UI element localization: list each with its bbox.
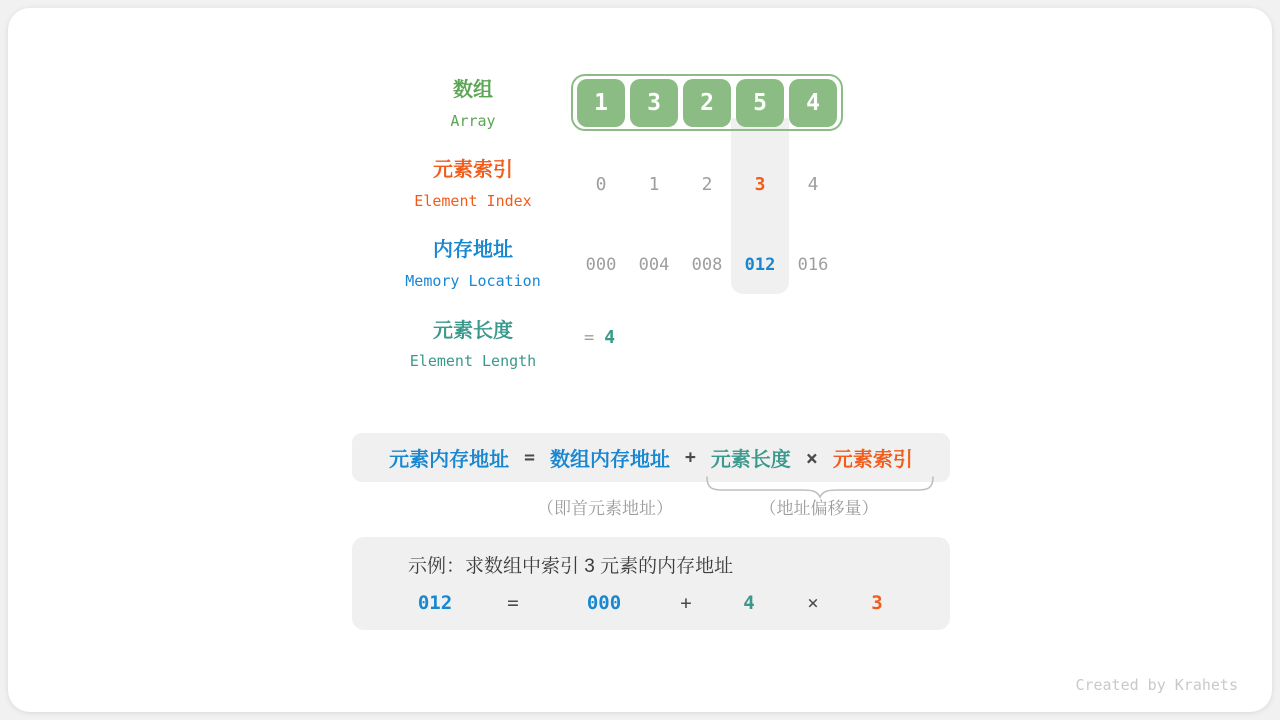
example-title: 示例：求数组中索引 3 元素的内存地址 bbox=[408, 556, 734, 577]
array-container bbox=[571, 74, 843, 131]
equals-sign: = bbox=[584, 328, 595, 348]
memory-location-label-zh: 内存地址 bbox=[433, 239, 513, 261]
formula-element-memory-addr: 元素内存地址 bbox=[389, 449, 510, 471]
formula-times: × bbox=[805, 445, 818, 470]
memory-value: 008 bbox=[691, 255, 723, 275]
memory-value-highlighted: 012 bbox=[744, 255, 776, 275]
array-cell: 1 bbox=[577, 79, 625, 127]
example-times: × bbox=[807, 592, 819, 614]
formula-array-memory-addr: 数组内存地址 bbox=[549, 449, 670, 471]
example-length: 4 bbox=[743, 592, 755, 614]
example-equals: = bbox=[507, 592, 519, 614]
element-index-label-zh: 元素索引 bbox=[433, 159, 513, 181]
array-label-zh: 数组 bbox=[453, 79, 493, 101]
note-first-element-address: （即首元素地址） bbox=[537, 499, 673, 518]
example-plus: + bbox=[680, 592, 692, 614]
example-box bbox=[352, 537, 950, 630]
index-value: 1 bbox=[648, 174, 660, 195]
index-value-highlighted: 3 bbox=[754, 174, 766, 195]
index-value: 0 bbox=[595, 174, 607, 195]
example-result: 012 bbox=[417, 592, 453, 614]
index-value: 2 bbox=[701, 174, 713, 195]
element-length-label-en: Element Length bbox=[409, 352, 537, 370]
length-number: 4 bbox=[604, 327, 616, 348]
memory-value: 000 bbox=[585, 255, 617, 275]
index-value: 4 bbox=[807, 174, 819, 195]
element-length-value bbox=[584, 327, 615, 348]
formula-element-index: 元素索引 bbox=[832, 449, 913, 471]
example-index: 3 bbox=[871, 592, 883, 614]
formula-box bbox=[352, 433, 950, 482]
array-cell: 5 bbox=[736, 79, 784, 127]
array-cell: 4 bbox=[789, 79, 837, 127]
watermark: Created by Krahets bbox=[1075, 676, 1238, 694]
element-index-label-en: Element Index bbox=[414, 192, 532, 210]
memory-value: 016 bbox=[797, 255, 829, 275]
array-cell: 3 bbox=[630, 79, 678, 127]
array-label-en: Array bbox=[450, 112, 496, 130]
memory-location-label-en: Memory Location bbox=[405, 272, 541, 290]
formula-equals: = bbox=[524, 447, 535, 468]
formula-element-length: 元素长度 bbox=[710, 449, 791, 471]
element-length-label-zh: 元素长度 bbox=[433, 320, 513, 342]
memory-value: 004 bbox=[638, 255, 670, 275]
formula-plus: + bbox=[684, 447, 696, 468]
example-base-address: 000 bbox=[586, 592, 622, 614]
note-address-offset: （地址偏移量） bbox=[759, 499, 879, 518]
array-cell: 2 bbox=[683, 79, 731, 127]
